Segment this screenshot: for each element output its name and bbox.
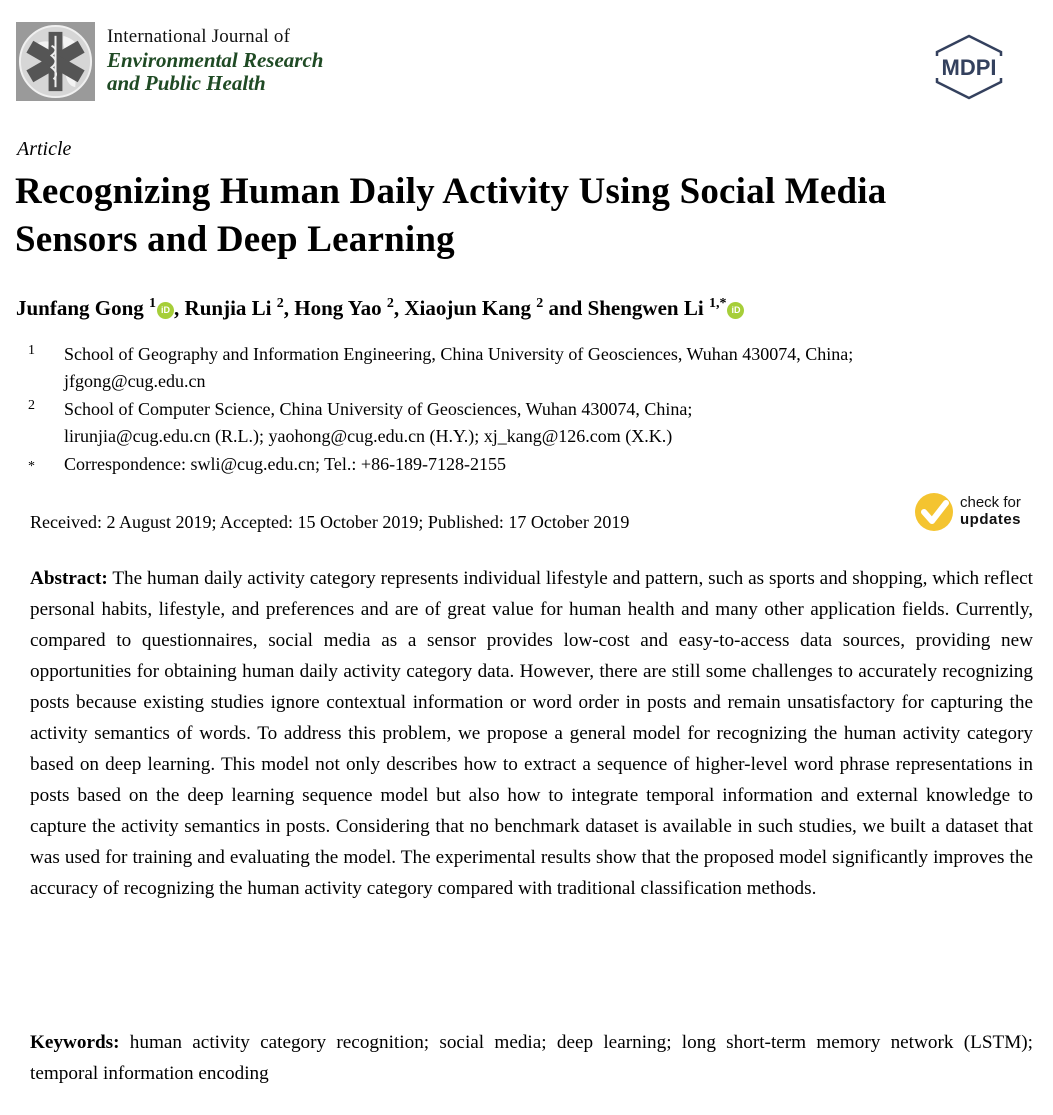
check-for-updates-badge[interactable] bbox=[915, 491, 1045, 535]
publication-dates: Received: 2 August 2019; Accepted: 15 October 2019; Published: 17 October 2019 bbox=[30, 512, 630, 532]
orcid-icon[interactable]: iD bbox=[727, 302, 744, 319]
checkmark-icon bbox=[915, 493, 953, 531]
author-affiliation-mark: 2 bbox=[276, 296, 284, 311]
affiliation-mark: 1 bbox=[28, 343, 35, 358]
author-affiliation-mark: 2 bbox=[386, 296, 394, 311]
affiliation-text: School of Computer Science, China University of Geosciences, Wuhan 430074, China; bbox=[64, 399, 693, 419]
mdpi-logo-text: MDPI bbox=[941, 55, 997, 80]
author-separator: , bbox=[393, 296, 405, 320]
author-name[interactable]: Runjia Li bbox=[184, 296, 272, 320]
article-title: Recognizing Human Daily Activity Using Social Media Sensors and Deep Learning bbox=[15, 171, 887, 260]
journal-name-line3: and Public Health bbox=[107, 71, 266, 95]
abstract-text: The human daily activity category represents individual lifestyle and pattern, such as sports and shopping, which reflect personal habits, lifestyle, and preferences and are of great value for human health and many other application fields. Currently, compared to questionnaires, social media as a sensor provides low-cost and easy-to-access data sources, providing new opportunities for obtaining human daily activity category data. However, there are still some challenges to accurately recognizing posts because existing studies ignore contextual information or word order in posts and remain unsatisfactory for capturing the activity semantics of words. To address this problem, we propose a general model for recognizing the human activity category based on deep learning. This model not only describes how to extract a sequence of higher-level word phrase representations in posts based on the deep learning sequence model but also how to integrate temporal information and external knowledge to capture the activity semantics in posts. Considering that no benchmark dataset is available in such studies, we built a dataset that was used for training and evaluating the model. The experimental results show that the proposed model significantly improves the accuracy of recognizing the human activity category compared with traditional classification methods. bbox=[30, 568, 1033, 899]
orcid-icon[interactable]: iD bbox=[157, 302, 174, 319]
author-affiliation-mark: 1 bbox=[149, 296, 157, 311]
author-separator: , bbox=[174, 296, 185, 320]
keywords-label: Keywords: bbox=[30, 1032, 120, 1053]
author-affiliation-mark: 1,* bbox=[708, 296, 727, 311]
keywords-text: human activity category recognition; social media; deep learning; long short-term memory network (LSTM); temporal information encoding bbox=[30, 1032, 1033, 1084]
journal-name-line1: International Journal of bbox=[107, 26, 291, 47]
correspondence-mark: * bbox=[28, 459, 35, 474]
affiliation-text: School of Geography and Information Engineering, China University of Geosciences, Wuhan 430074, China; bbox=[64, 344, 854, 364]
journal-name-line2: Environmental Research bbox=[107, 48, 324, 72]
author-list bbox=[16, 296, 744, 321]
keywords bbox=[30, 1027, 1033, 1089]
author-affiliation-mark: 2 bbox=[536, 296, 544, 311]
affiliation-email[interactable]: jfgong@cug.edu.cn bbox=[64, 371, 206, 391]
affiliation-emails[interactable]: lirunjia@cug.edu.cn (R.L.); yaohong@cug.edu.cn (H.Y.); xj_kang@126.com (X.K.) bbox=[64, 426, 673, 446]
check-for-updates-line2: updates bbox=[960, 511, 1022, 528]
abstract-label: Abstract: bbox=[30, 568, 108, 589]
author-name[interactable]: Shengwen Li bbox=[587, 296, 704, 320]
article-type: Article bbox=[17, 138, 72, 160]
abstract bbox=[30, 563, 1033, 904]
journal-logo-icon bbox=[16, 22, 95, 101]
mdpi-logo-icon bbox=[933, 34, 1005, 100]
correspondence-text[interactable]: Correspondence: swli@cug.edu.cn; Tel.: +86-189-7128-2155 bbox=[64, 454, 507, 474]
author-separator: , bbox=[283, 296, 295, 320]
author-name[interactable]: Hong Yao bbox=[294, 296, 382, 320]
author-separator: and bbox=[543, 296, 588, 320]
author-name[interactable]: Xiaojun Kang bbox=[404, 296, 531, 320]
affiliation-mark: 2 bbox=[28, 398, 35, 413]
check-for-updates-line1: check for bbox=[960, 494, 1021, 511]
author-name[interactable]: Junfang Gong bbox=[16, 296, 144, 320]
